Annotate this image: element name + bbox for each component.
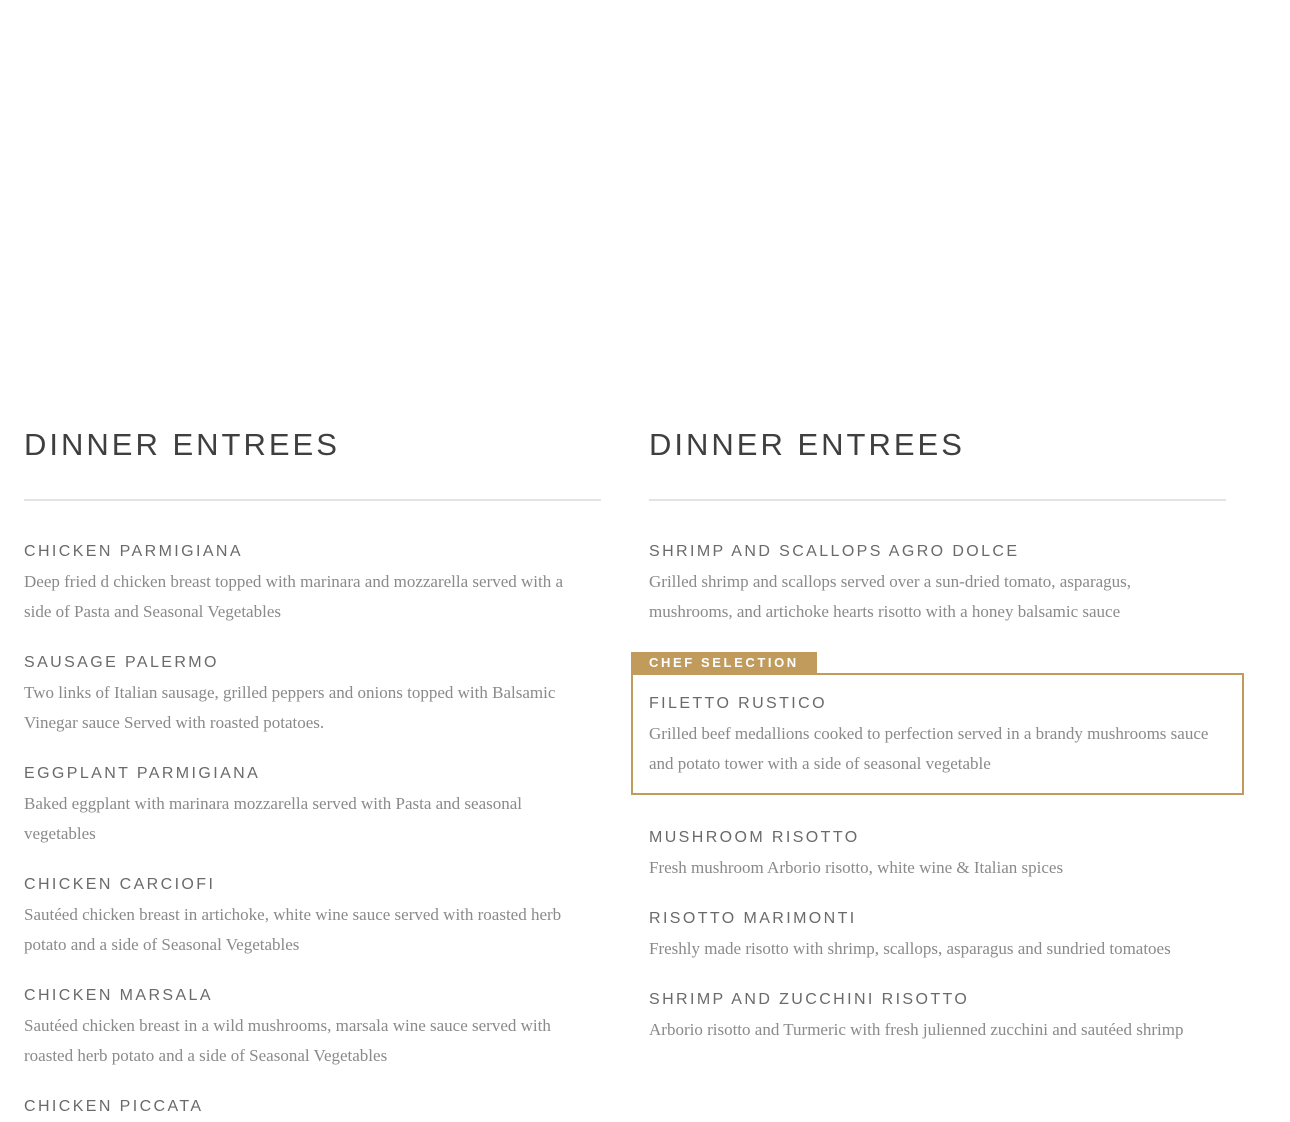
menu-item-name: MUSHROOM RISOTTO <box>649 829 860 846</box>
menu-item-name: RISOTTO MARIMONTI <box>649 910 857 927</box>
menu-item-featured <box>649 693 1226 779</box>
menu-item-list <box>24 541 601 1118</box>
menu-item-description: Arborio risotto and Turmeric with fresh julienned zucchini and sautéed shrimp <box>649 1020 1184 1039</box>
menu-item <box>24 541 601 627</box>
chef-selection-badge: CHEF SELECTION <box>631 652 817 673</box>
menu-item-name: SAUSAGE PALERMO <box>24 654 219 671</box>
section-title: DINNER ENTREES <box>24 427 340 462</box>
menu-item <box>649 541 1226 627</box>
menu-item-description: Sautéed chicken breast in artichoke, white wine sauce served with roasted herb potato and a side of Seasonal Vegetables <box>24 905 562 954</box>
right-menu-column <box>649 425 1226 1070</box>
menu-item <box>649 989 1226 1045</box>
menu-item-description: Baked eggplant with marinara mozzarella served with Pasta and seasonal vegetables <box>24 794 523 843</box>
menu-item-name: CHICKEN MARSALA <box>24 987 213 1004</box>
chef-selection-card <box>631 652 1244 795</box>
menu-item <box>24 985 601 1071</box>
menu-item <box>24 652 601 738</box>
menu-item-description: Freshly made risotto with shrimp, scallops, asparagus and sundried tomatoes <box>649 939 1171 958</box>
menu-item <box>24 763 601 849</box>
menu-item-description: Grilled beef medallions cooked to perfection served in a brandy mushrooms sauce and potato tower with a side of seasonal vegetable <box>649 724 1209 773</box>
menu-item-description: Two links of Italian sausage, grilled peppers and onions topped with Balsamic Vinegar sauce Served with roasted potatoes. <box>24 683 556 732</box>
section-title: DINNER ENTREES <box>649 427 965 462</box>
section-divider <box>649 499 1226 501</box>
menu-item-name: CHICKEN CARCIOFI <box>24 876 216 893</box>
menu-item-name: CHICKEN PARMIGIANA <box>24 543 243 560</box>
left-menu-column <box>24 425 601 1122</box>
menu-item <box>649 827 1226 883</box>
menu-item <box>649 908 1226 964</box>
menu-item-name: EGGPLANT PARMIGIANA <box>24 765 261 782</box>
menu-item-name: SHRIMP AND SCALLOPS AGRO DOLCE <box>649 543 1020 560</box>
menu-item-description: Deep fried d chicken breast topped with marinara and mozzarella served with a side of Pasta and Seasonal Vegetables <box>24 572 564 621</box>
menu-item-description: Sautéed chicken breast in a wild mushrooms, marsala wine sauce served with roasted herb potato and a side of Seasonal Vegetables <box>24 1016 551 1065</box>
section-divider <box>24 499 601 501</box>
chef-selection-box <box>631 673 1244 795</box>
menu-item <box>24 874 601 960</box>
menu-item-name: FILETTO RUSTICO <box>649 695 827 712</box>
menu-item-name: SHRIMP AND ZUCCHINI RISOTTO <box>649 991 970 1008</box>
menu-item <box>24 1096 601 1118</box>
menu-item-description: Fresh mushroom Arborio risotto, white wine & Italian spices <box>649 858 1064 877</box>
menu-item-description: Grilled shrimp and scallops served over a sun-dried tomato, asparagus, mushrooms, and artichoke hearts risotto with a honey balsamic sauce <box>649 572 1132 621</box>
menu-item-list <box>649 541 1226 1045</box>
menu-item-name: CHICKEN PICCATA <box>24 1098 204 1115</box>
